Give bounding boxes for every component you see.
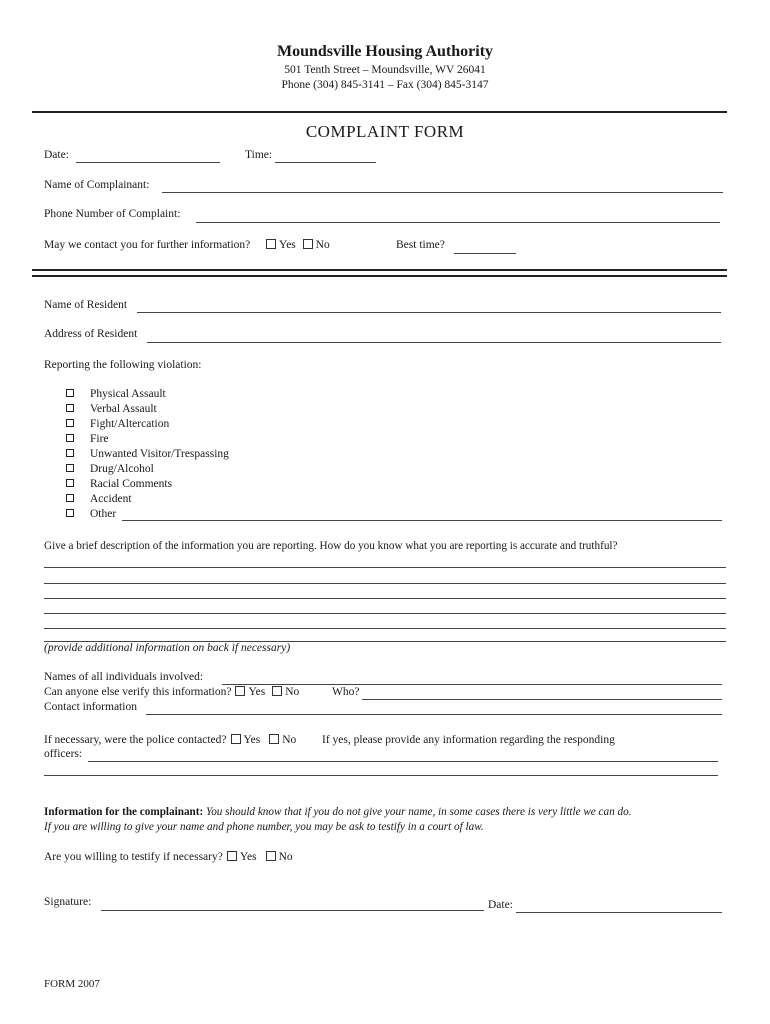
section-divider-top [32, 269, 727, 271]
testify-label: Are you willing to testify if necessary? [44, 851, 223, 863]
violation-checkbox[interactable] [66, 404, 74, 412]
description-line[interactable] [44, 613, 726, 614]
contact-question-label: May we contact you for further information? [44, 239, 251, 251]
description-line[interactable] [44, 567, 726, 568]
officers-field-extra[interactable] [44, 775, 718, 776]
violation-checkbox[interactable] [66, 494, 74, 502]
contact-no-label: No [315, 239, 330, 251]
organization-name: Moundsville Housing Authority [276, 43, 494, 60]
violation-checkbox[interactable] [66, 479, 74, 487]
complainant-info-heading: Information for the complainant: [44, 806, 204, 818]
testify-question [44, 851, 293, 863]
verify-question [44, 686, 299, 698]
officers-field[interactable] [88, 761, 718, 762]
violation-heading: Reporting the following violation: [44, 359, 202, 371]
section-divider-bottom [32, 275, 727, 277]
violation-item[interactable]: Accident [66, 493, 132, 505]
violation-item[interactable]: Verbal Assault [66, 403, 157, 415]
contact-yes-checkbox[interactable] [266, 239, 276, 249]
other-violation-field[interactable] [122, 520, 722, 521]
verify-no-label: No [285, 686, 300, 698]
complainant-name-field[interactable] [162, 192, 723, 193]
resident-name-field[interactable] [137, 312, 721, 313]
complainant-info-text-1: You should know that if you do not give your name, in some cases there is very little we can do. [206, 806, 632, 818]
police-no-checkbox[interactable] [269, 734, 279, 744]
testify-no-checkbox[interactable] [266, 851, 276, 861]
contact-question [44, 239, 330, 251]
violation-checkbox[interactable] [66, 434, 74, 442]
form-footer: FORM 2007 [44, 978, 100, 990]
violation-item[interactable]: Unwanted Visitor/Trespassing [66, 448, 229, 460]
verify-yes-checkbox[interactable] [235, 686, 245, 696]
violation-item[interactable]: Other [66, 508, 116, 520]
violation-item[interactable]: Fire [66, 433, 109, 445]
violation-item[interactable]: Racial Comments [66, 478, 172, 490]
additional-info-note: (provide additional information on back if necessary) [44, 642, 291, 654]
who-field[interactable] [362, 699, 722, 700]
time-label: Time: [245, 149, 273, 161]
complainant-info-text-2: If you are willing to give your name and phone number, you may be ask to testify in a court of law. [44, 821, 484, 833]
testify-yes-checkbox[interactable] [227, 851, 237, 861]
contact-yes-label: Yes [279, 239, 296, 251]
complainant-info [44, 806, 632, 818]
resident-address-field[interactable] [147, 342, 721, 343]
testify-no-label: No [278, 851, 293, 863]
violation-item[interactable]: Fight/Altercation [66, 418, 169, 430]
violation-checkbox[interactable] [66, 389, 74, 397]
police-yes-label: Yes [243, 734, 261, 746]
police-question [44, 734, 296, 746]
who-label: Who? [332, 686, 360, 698]
best-time-field[interactable] [454, 253, 516, 254]
officers-label: officers: [44, 748, 83, 760]
complainant-phone-field[interactable] [196, 222, 720, 223]
description-line[interactable] [44, 628, 726, 629]
police-label: If necessary, were the police contacted? [44, 734, 227, 746]
violation-checkbox[interactable] [66, 509, 74, 517]
violation-item[interactable]: Drug/Alcohol [66, 463, 154, 475]
police-yes-checkbox[interactable] [231, 734, 241, 744]
violation-checkbox[interactable] [66, 419, 74, 427]
resident-name-label: Name of Resident [44, 299, 128, 311]
description-line[interactable] [44, 583, 726, 584]
complainant-phone-label: Phone Number of Complaint: [44, 208, 181, 220]
testify-yes-label: Yes [239, 851, 257, 863]
violation-checkbox[interactable] [66, 464, 74, 472]
signature-date-field[interactable] [516, 912, 722, 913]
best-time-label: Best time? [396, 239, 445, 251]
contact-no-checkbox[interactable] [303, 239, 313, 249]
time-field[interactable] [275, 162, 376, 163]
police-no-label: No [282, 734, 297, 746]
header-divider [32, 111, 727, 113]
organization-phone: Phone (304) 845-3141 – Fax (304) 845-3147 [281, 79, 489, 91]
verify-label: Can anyone else verify this information? [44, 686, 232, 698]
involved-label: Names of all individuals involved: [44, 671, 204, 683]
signature-label: Signature: [44, 896, 92, 908]
description-line[interactable] [44, 598, 726, 599]
date-label: Date: [44, 149, 69, 161]
date-field[interactable] [76, 162, 220, 163]
resident-address-label: Address of Resident [44, 328, 138, 340]
signature-date-label: Date: [488, 899, 513, 911]
police-if-yes-text: If yes, please provide any information regarding the responding [322, 734, 615, 746]
organization-address: 501 Tenth Street – Moundsville, WV 26041 [284, 64, 486, 76]
form-title: COMPLAINT FORM [305, 122, 465, 141]
involved-field[interactable] [222, 684, 722, 685]
violation-item[interactable]: Physical Assault [66, 388, 166, 400]
description-prompt: Give a brief description of the information you are reporting. How do you know what you are reporting is accurate and truthful? [44, 540, 618, 552]
contact-info-field[interactable] [146, 714, 722, 715]
verify-no-checkbox[interactable] [272, 686, 282, 696]
contact-info-label: Contact information [44, 701, 137, 713]
complainant-name-label: Name of Complainant: [44, 179, 150, 191]
violation-checkbox[interactable] [66, 449, 74, 457]
verify-yes-label: Yes [248, 686, 266, 698]
signature-field[interactable] [101, 910, 484, 911]
